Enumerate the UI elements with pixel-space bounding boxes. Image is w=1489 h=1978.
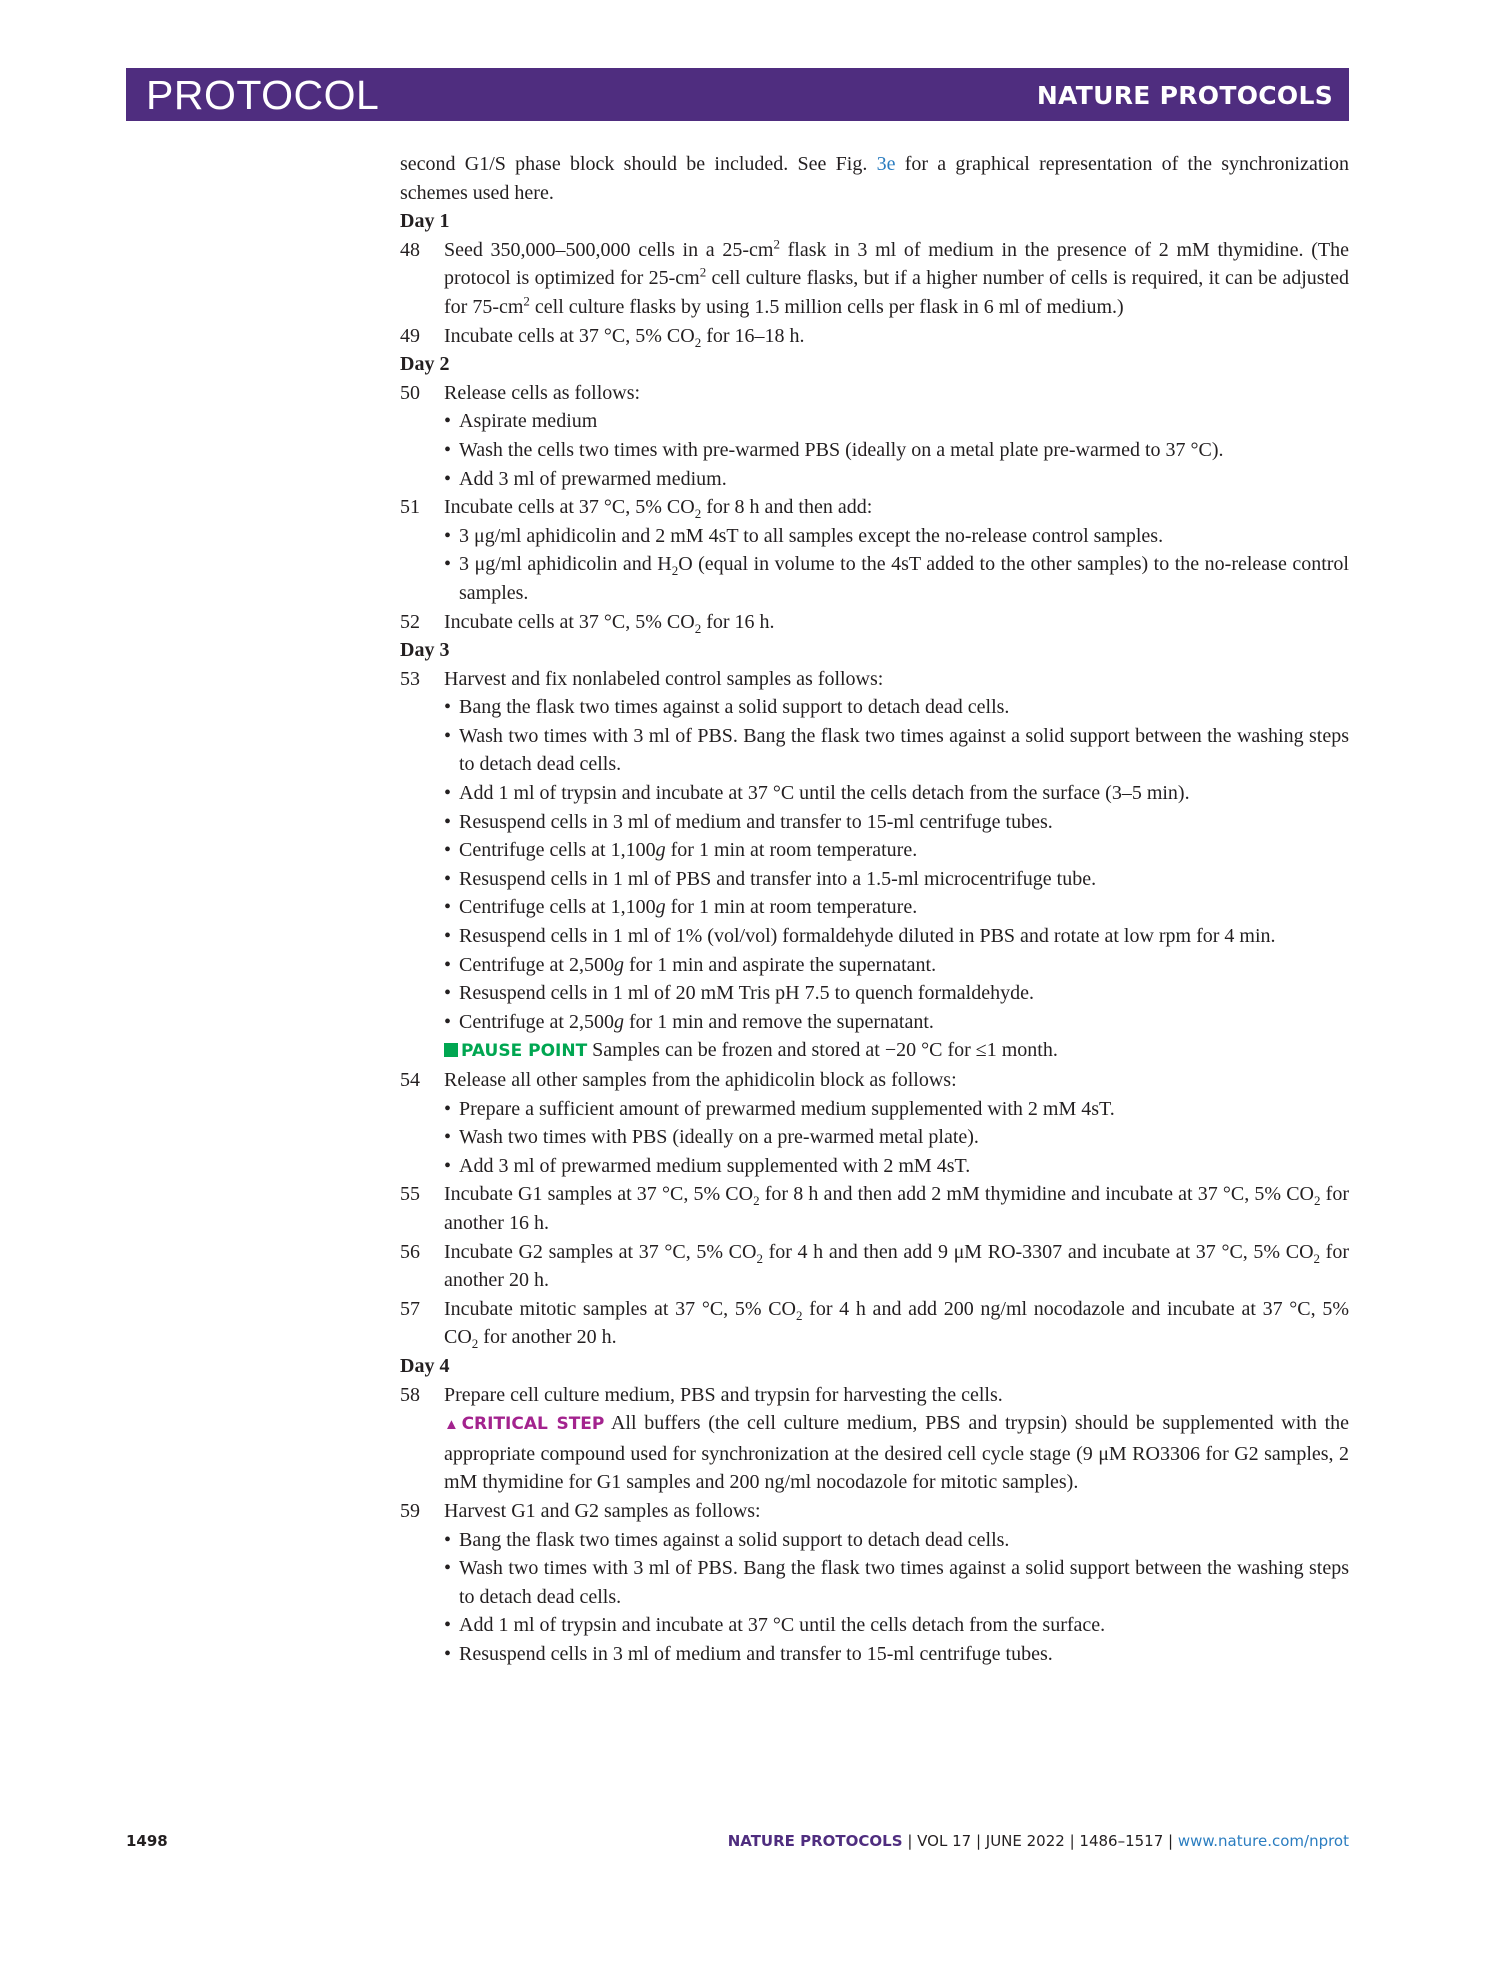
list-item: • Resuspend cells in 1 ml of PBS and transfer into a 1.5-ml microcentrifuge tube. bbox=[444, 865, 1349, 894]
list-item: • Bang the flask two times against a solid support to detach dead cells. bbox=[444, 1526, 1349, 1555]
list-item: • Resuspend cells in 1 ml of 1% (vol/vol) formaldehyde diluted in PBS and rotate at low rpm for 4 min. bbox=[444, 922, 1349, 951]
footer-journal: NATURE PROTOCOLS bbox=[727, 1832, 903, 1850]
step-number: 59 bbox=[400, 1499, 420, 1522]
step-number: 57 bbox=[400, 1297, 420, 1320]
step-number: 58 bbox=[400, 1383, 420, 1406]
list-item: • Add 3 ml of prewarmed medium supplemented with 2 mM 4sT. bbox=[444, 1152, 1349, 1181]
step-number: 50 bbox=[400, 381, 420, 404]
critical-step-note: ▲CRITICAL STEP All buffers (the cell culture medium, PBS and trypsin) should be supplemented with the appropriate compound used for synchronization at the desired cell cycle stage (9 μM RO3306 for G2 samples, 2 mM thymidine for G1 samples and 200 ng/ml nocodazole for mitotic samples). bbox=[444, 1412, 1349, 1494]
list-item: • 3 μg/ml aphidicolin and $H_2O$ (equal in volume to the 4sT added to the other samples) to the no-release control samples. bbox=[444, 550, 1349, 607]
day-2-heading: Day 2 bbox=[400, 353, 450, 376]
step-49: 49 Incubate cells at 37 °C, 5% $CO_2$ for 16–18 h. bbox=[400, 322, 1349, 351]
list-item: • Centrifuge cells at 1,100g for 1 min at room temperature. bbox=[444, 893, 1349, 922]
critical-step-label: CRITICAL STEP bbox=[461, 1414, 605, 1435]
step-58: 58 Prepare cell culture medium, PBS and trypsin for harvesting the cells. ▲CRITICAL STEP All buffers (the cell culture medium, PBS and trypsin) should be supplemented with the appropriate compound used for synchronization at the desired cell cycle stage (9 μM RO3306 for G2 samples, 2 mM thymidine for G1 samples and 200 ng/ml nocodazole for mitotic samples). bbox=[400, 1381, 1349, 1497]
step-50: 50 Release cells as follows: • Aspirate medium • Wash the cells two times with pre-warmed PBS (ideally on a metal plate pre-warmed to 37 °C). • Add 3 ml of prewarmed medium. bbox=[400, 379, 1349, 493]
day-3-heading: Day 3 bbox=[400, 639, 450, 662]
list-item: • Add 3 ml of prewarmed medium. bbox=[444, 465, 1349, 494]
step-53: 53 Harvest and fix nonlabeled control samples as follows: • Bang the flask two times against a solid support to detach dead cells. • Wash two times with 3 ml of PBS. Bang the flask two times against a solid support between the washing steps to detach dead cells. • Add 1 ml of trypsin and incubate at 37 °C until the cells detach from the surface (3–5 min). • Resuspend cells in 3 ml of medium and transfer to 15-ml centrifuge tubes. • Centrifuge cells at 1,100g for 1 min at room temperature. • Resuspend cells in 1 ml of PBS and transfer into a 1.5-ml microcentrifuge tube. • Centrifuge cells at 1,100g for 1 min at room temperature. • Resuspend cells in 1 ml of 1% (vol/vol) formaldehyde diluted in PBS and rotate at low rpm for 4 min. • Centrifuge at 2,500g for 1 min and aspirate the supernatant. • Resuspend cells in 1 ml of 20 mM Tris pH 7.5 to quench formaldehyde. • Centrifuge at 2,500g for 1 min and remove the supernatant. PAUSE POINT Samples can be frozen and stored at −20 °C for ≤1 month. bbox=[400, 665, 1349, 1066]
list-item: • Wash two times with 3 ml of PBS. Bang the flask two times against a solid support between the washing steps to detach dead cells. bbox=[444, 722, 1349, 779]
list-item: • Add 1 ml of trypsin and incubate at 37 °C until the cells detach from the surface (3–5 min). bbox=[444, 779, 1349, 808]
list-item: • 3 μg/ml aphidicolin and 2 mM 4sT to all samples except the no-release control samples. bbox=[444, 522, 1349, 551]
list-item: • Bang the flask two times against a solid support to detach dead cells. bbox=[444, 693, 1349, 722]
critical-step-icon: ▲ bbox=[444, 1417, 462, 1434]
list-item: • Centrifuge cells at 1,100g for 1 min at room temperature. bbox=[444, 836, 1349, 865]
list-item: • Centrifuge at 2,500g for 1 min and aspirate the supernatant. bbox=[444, 951, 1349, 980]
list-item: • Wash the cells two times with pre-warmed PBS (ideally on a metal plate pre-warmed to 37 °C). bbox=[444, 436, 1349, 465]
day-1-heading: Day 1 bbox=[400, 210, 450, 233]
step-51: 51 Incubate cells at 37 °C, 5% $CO_2$ for 8 h and then add: • 3 μg/ml aphidicolin and 2 mM 4sT to all samples except the no-release control samples. • 3 μg/ml aphidicolin and $H_2O$ (equal in volume to the 4sT added to the other samples) to the no-release control samples. bbox=[400, 493, 1349, 607]
footer-volume: VOL 17 bbox=[917, 1832, 972, 1850]
step-number: 53 bbox=[400, 667, 420, 690]
step-number: 52 bbox=[400, 610, 420, 633]
footer-citation: NATURE PROTOCOLS | VOL 17 | JUNE 2022 | 1486–1517 | www.nature.com/nprot bbox=[727, 1832, 1349, 1850]
list-item: • Add 1 ml of trypsin and incubate at 37 °C until the cells detach from the surface. bbox=[444, 1611, 1349, 1640]
intro-paragraph: second G1/S phase block should be included. See Fig. 3e for a graphical representation of the synchronization schemes used here. bbox=[400, 153, 1349, 204]
list-item: • Wash two times with 3 ml of PBS. Bang the flask two times against a solid support between the washing steps to detach dead cells. bbox=[444, 1554, 1349, 1611]
step-number: 55 bbox=[400, 1183, 420, 1206]
step-48: 48 Seed 350,000–500,000 cells in a $25-cm^2$ flask in 3 ml of medium in the presence of 2 mM thymidine. (The protocol is optimized for $25-cm^2$ cell culture flasks, but if a higher number of cells is required, it can be adjusted for $75-cm^2$ cell culture flasks by using 1.5 million cells per flask in 6 ml of medium.) bbox=[400, 236, 1349, 318]
pause-point-icon bbox=[444, 1043, 458, 1057]
day-4-heading: Day 4 bbox=[400, 1354, 450, 1377]
step-number: 51 bbox=[400, 496, 420, 519]
list-item: • Resuspend cells in 3 ml of medium and transfer to 15-ml centrifuge tubes. bbox=[444, 808, 1349, 837]
footer-date: JUNE 2022 bbox=[985, 1832, 1065, 1850]
section-label: PROTOCOL bbox=[146, 72, 380, 118]
pause-point-label: PAUSE POINT bbox=[461, 1041, 588, 1062]
step-59: 59 Harvest G1 and G2 samples as follows: • Bang the flask two times against a solid support to detach dead cells. • Wash two times with 3 ml of PBS. Bang the flask two times against a solid support between the washing steps to detach dead cells. • Add 1 ml of trypsin and incubate at 37 °C until the cells detach from the surface. • Resuspend cells in 3 ml of medium and transfer to 15-ml centrifuge tubes. bbox=[400, 1497, 1349, 1669]
step-54: 54 Release all other samples from the aphidicolin block as follows: • Prepare a sufficient amount of prewarmed medium supplemented with 2 mM 4sT. • Wash two times with PBS (ideally on a pre-warmed metal plate). • Add 3 ml of prewarmed medium supplemented with 2 mM 4sT. bbox=[400, 1066, 1349, 1180]
step-number: 49 bbox=[400, 324, 420, 347]
step-52: 52 Incubate cells at 37 °C, 5% $CO_2$ for 16 h. bbox=[400, 608, 1349, 637]
page-number: 1498 bbox=[126, 1832, 168, 1850]
step-55: 55 Incubate G1 samples at 37 °C, 5% $CO_2$ for 8 h and then add 2 mM thymidine and incubate at 37 °C, 5% $CO_2$ for another 16 h. bbox=[400, 1180, 1349, 1237]
list-item: • Aspirate medium bbox=[444, 407, 1349, 436]
list-item: • Centrifuge at 2,500g for 1 min and remove the supernatant. bbox=[444, 1008, 1349, 1037]
footer-pages: 1486–1517 bbox=[1079, 1832, 1164, 1850]
list-item: • Resuspend cells in 1 ml of 20 mM Tris pH 7.5 to quench formaldehyde. bbox=[444, 979, 1349, 1008]
step-56: 56 Incubate G2 samples at 37 °C, 5% $CO_2$ for 4 h and then add 9 μM RO-3307 and incubate at 37 °C, 5% $CO_2$ for another 20 h. bbox=[400, 1238, 1349, 1295]
list-item: • Resuspend cells in 3 ml of medium and transfer to 15-ml centrifuge tubes. bbox=[444, 1640, 1349, 1669]
body-text bbox=[400, 150, 1349, 1668]
list-item: • Prepare a sufficient amount of prewarmed medium supplemented with 2 mM 4sT. bbox=[444, 1095, 1349, 1124]
pause-point-note: PAUSE POINT Samples can be frozen and stored at −20 °C for ≤1 month. bbox=[444, 1036, 1349, 1066]
step-number: 48 bbox=[400, 238, 420, 261]
figure-link[interactable]: 3e bbox=[876, 153, 896, 175]
header-banner bbox=[126, 68, 1349, 121]
journal-name: NATURE PROTOCOLS bbox=[1036, 81, 1333, 110]
step-57: 57 Incubate mitotic samples at 37 °C, 5% $CO_2$ for 4 h and add 200 ng/ml nocodazole and incubate at 37 °C, 5% $CO_2$ for another 20 h. bbox=[400, 1295, 1349, 1352]
step-number: 54 bbox=[400, 1069, 420, 1091]
step-number: 56 bbox=[400, 1240, 420, 1263]
footer-url-link[interactable]: www.nature.com/nprot bbox=[1177, 1832, 1349, 1850]
list-item: • Wash two times with PBS (ideally on a pre-warmed metal plate). bbox=[444, 1123, 1349, 1152]
